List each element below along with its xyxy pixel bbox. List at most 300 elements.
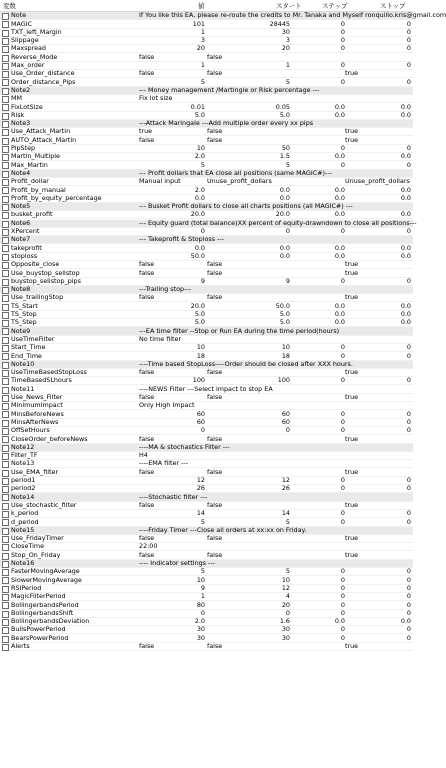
optimize-checkbox[interactable] [2, 586, 9, 593]
table-row[interactable] [0, 236, 413, 244]
table-row[interactable] [0, 244, 413, 252]
parameter-stop[interactable]: 0.0 [400, 210, 411, 219]
parameter-start[interactable]: 14 [281, 509, 290, 518]
parameter-step[interactable]: 0 [340, 44, 345, 53]
optimize-checkbox[interactable] [2, 486, 9, 493]
parameter-start[interactable]: 5.0 [279, 318, 290, 327]
parameter-step[interactable]: 0 [340, 476, 345, 485]
parameter-value[interactable]: --- Profit dollars that EA close all positions (same MAGIC#)--- [139, 168, 332, 177]
parameter-stop[interactable]: true [345, 368, 359, 377]
optimize-checkbox[interactable] [2, 295, 9, 302]
table-row[interactable] [0, 444, 413, 452]
parameter-start[interactable]: 60 [281, 417, 290, 426]
table-row[interactable] [0, 294, 413, 302]
parameter-step[interactable]: 0 [340, 608, 345, 617]
parameter-start[interactable]: 60 [281, 409, 290, 418]
optimize-checkbox[interactable] [2, 528, 9, 535]
parameter-stop[interactable]: true [345, 69, 359, 78]
parameter-step[interactable]: 0 [340, 376, 345, 385]
optimize-checkbox[interactable] [2, 577, 9, 584]
parameter-step[interactable]: 0 [340, 19, 345, 28]
parameter-value[interactable]: 20.0 [190, 210, 205, 219]
parameter-value[interactable]: false [139, 500, 155, 509]
parameter-start[interactable]: 1.5 [279, 152, 290, 161]
parameter-stop[interactable]: 0.0 [400, 318, 411, 327]
parameter-start[interactable]: 0 [285, 227, 290, 236]
parameter-stop[interactable]: 0.0 [400, 152, 411, 161]
optimize-checkbox[interactable] [2, 254, 9, 261]
optimize-checkbox[interactable] [2, 619, 9, 626]
table-row[interactable] [0, 103, 413, 111]
optimize-checkbox[interactable] [2, 138, 9, 145]
parameter-value[interactable]: false [139, 268, 155, 277]
table-row[interactable] [0, 452, 413, 460]
parameter-start[interactable]: false [207, 293, 223, 302]
parameter-stop[interactable]: 0 [406, 376, 411, 385]
parameter-stop[interactable]: 0 [406, 409, 411, 418]
parameter-step[interactable]: 0.0 [334, 617, 345, 626]
table-row[interactable] [0, 203, 413, 211]
parameter-start[interactable]: 5 [285, 77, 290, 86]
optimize-checkbox[interactable] [2, 428, 9, 435]
parameter-step[interactable]: 0 [340, 227, 345, 236]
parameter-step[interactable]: 0 [340, 583, 345, 592]
parameter-value[interactable]: 80 [196, 600, 205, 609]
parameter-stop[interactable]: 0.0 [400, 185, 411, 194]
parameter-value[interactable]: 9 [200, 583, 205, 592]
parameter-start[interactable]: 0.0 [279, 193, 290, 202]
optimize-checkbox[interactable] [2, 544, 9, 551]
optimize-checkbox[interactable] [2, 553, 9, 560]
table-row[interactable] [0, 87, 413, 95]
parameter-value[interactable]: 5.0 [194, 110, 205, 119]
parameter-stop[interactable]: 0.0 [400, 243, 411, 252]
optimize-checkbox[interactable] [2, 88, 9, 95]
parameter-start[interactable]: false [207, 393, 223, 402]
optimize-checkbox[interactable] [2, 204, 9, 211]
parameter-stop[interactable]: 0 [406, 77, 411, 86]
optimize-checkbox[interactable] [2, 312, 9, 319]
parameter-value[interactable]: ----NEWS Filter ---Select impact to stop EA [139, 384, 273, 393]
parameter-value[interactable]: 2.0 [194, 617, 205, 626]
parameter-step[interactable]: 0.0 [334, 310, 345, 319]
optimize-checkbox[interactable] [2, 245, 9, 252]
parameter-value[interactable]: H4 [139, 451, 148, 460]
table-row[interactable] [0, 54, 413, 62]
parameter-value[interactable]: --- Equity guard (total balance)XX percent of equity-drawndown to close all positions--- [139, 218, 417, 227]
optimize-checkbox[interactable] [2, 196, 9, 203]
parameter-value[interactable]: 30 [196, 625, 205, 634]
parameter-start[interactable]: 0.05 [275, 102, 290, 111]
optimize-checkbox[interactable] [2, 470, 9, 477]
parameter-value[interactable]: 5.0 [194, 310, 205, 319]
optimize-checkbox[interactable] [2, 121, 9, 128]
parameter-stop[interactable]: true [345, 268, 359, 277]
parameter-stop[interactable]: 0 [406, 426, 411, 435]
parameter-stop[interactable]: true [345, 260, 359, 269]
parameter-stop[interactable]: true [345, 393, 359, 402]
parameter-step[interactable]: 0 [340, 351, 345, 360]
optimize-checkbox[interactable] [2, 270, 9, 277]
parameter-start[interactable]: 50 [281, 144, 290, 153]
parameter-value[interactable]: 0 [200, 426, 205, 435]
parameter-stop[interactable]: true [345, 135, 359, 144]
parameter-start[interactable]: false [207, 534, 223, 543]
parameter-start[interactable]: 9 [285, 276, 290, 285]
parameter-value[interactable]: 0 [200, 227, 205, 236]
parameter-value[interactable]: 60 [196, 417, 205, 426]
parameter-value[interactable]: false [139, 467, 155, 476]
parameter-value[interactable]: ---Attack Maringale ---Add multiple order every xx pips [139, 119, 314, 128]
parameter-step[interactable]: 0 [340, 625, 345, 634]
parameter-step[interactable]: 0 [340, 509, 345, 518]
parameter-step[interactable]: 0 [340, 484, 345, 493]
parameter-step[interactable]: 0.0 [334, 251, 345, 260]
parameter-step[interactable]: 0 [340, 633, 345, 642]
parameter-value[interactable]: ---Trailing stop--- [139, 285, 192, 294]
optimize-checkbox[interactable] [2, 611, 9, 618]
parameter-stop[interactable]: 0 [406, 509, 411, 518]
parameter-step[interactable]: 0 [340, 160, 345, 169]
parameter-start[interactable]: false [207, 52, 223, 61]
parameter-step[interactable]: 0 [340, 77, 345, 86]
table-row[interactable] [0, 95, 413, 103]
optimize-checkbox[interactable] [2, 536, 9, 543]
parameter-start[interactable]: 0.0 [279, 185, 290, 194]
parameter-stop[interactable]: 0 [406, 484, 411, 493]
parameter-start[interactable]: false [207, 135, 223, 144]
parameter-stop[interactable]: 0 [406, 625, 411, 634]
parameter-step[interactable]: 0.0 [334, 102, 345, 111]
optimize-checkbox[interactable] [2, 345, 9, 352]
parameter-stop[interactable]: 0.0 [400, 110, 411, 119]
parameter-stop[interactable]: true [345, 127, 359, 136]
parameter-value[interactable]: ----MA & stochastics Filter --- [139, 442, 230, 451]
parameter-stop[interactable]: 0 [406, 600, 411, 609]
parameter-value[interactable]: --- Takeprofit & Stoploss --- [139, 235, 224, 244]
table-row[interactable] [0, 218, 417, 228]
table-row[interactable] [0, 303, 413, 311]
parameter-value[interactable]: 60 [196, 409, 205, 418]
optimize-checkbox[interactable] [2, 411, 9, 418]
parameter-value[interactable]: No time filter [139, 334, 182, 343]
parameter-start[interactable]: 20.0 [275, 210, 290, 219]
parameter-stop[interactable]: 0 [406, 144, 411, 153]
parameter-value[interactable]: 5 [200, 77, 205, 86]
parameter-stop[interactable]: 0 [406, 19, 411, 28]
parameter-value[interactable]: 20.0 [190, 301, 205, 310]
parameter-start[interactable]: 10 [281, 575, 290, 584]
parameter-start[interactable]: 30 [281, 27, 290, 36]
parameter-start[interactable]: 4 [285, 592, 290, 601]
parameter-value[interactable]: 10 [196, 575, 205, 584]
parameter-stop[interactable]: 0 [406, 567, 411, 576]
table-row[interactable] [0, 643, 413, 651]
optimize-checkbox[interactable] [2, 237, 9, 244]
header-value[interactable]: 値 [198, 2, 205, 10]
optimize-checkbox[interactable] [2, 420, 9, 427]
optimize-checkbox[interactable] [2, 46, 9, 53]
parameter-value[interactable]: 0.0 [194, 193, 205, 202]
parameter-start[interactable]: false [207, 127, 223, 136]
parameter-step[interactable]: 0 [340, 276, 345, 285]
parameter-start[interactable]: 0.0 [279, 243, 290, 252]
optimize-checkbox[interactable] [2, 30, 9, 37]
optimize-checkbox[interactable] [2, 320, 9, 327]
optimize-checkbox[interactable] [2, 627, 9, 634]
parameter-value[interactable]: 18 [196, 351, 205, 360]
parameter-stop[interactable]: 0 [406, 583, 411, 592]
optimize-checkbox[interactable] [2, 636, 9, 643]
optimize-checkbox[interactable] [2, 162, 9, 169]
parameter-value[interactable]: false [139, 368, 155, 377]
header-start[interactable]: スタート [276, 2, 302, 10]
parameter-step[interactable]: 0.0 [334, 210, 345, 219]
parameter-step[interactable]: 0 [340, 417, 345, 426]
parameter-start[interactable]: false [207, 69, 223, 78]
parameter-value[interactable]: false [139, 393, 155, 402]
optimize-checkbox[interactable] [2, 503, 9, 510]
parameter-start[interactable]: false [207, 268, 223, 277]
parameter-stop[interactable]: 0.0 [400, 102, 411, 111]
parameter-value[interactable]: false [139, 260, 155, 269]
optimize-checkbox[interactable] [2, 602, 9, 609]
parameter-start[interactable]: 1 [285, 61, 290, 70]
parameter-value[interactable]: 30 [196, 633, 205, 642]
optimize-checkbox[interactable] [2, 38, 9, 45]
parameter-stop[interactable]: 0 [406, 417, 411, 426]
parameter-start[interactable]: 0 [285, 608, 290, 617]
parameter-stop[interactable]: 0 [406, 633, 411, 642]
parameter-step[interactable]: 0 [340, 343, 345, 352]
table-row[interactable] [0, 510, 413, 518]
parameter-step[interactable]: 0 [340, 409, 345, 418]
parameter-value[interactable]: 1 [200, 61, 205, 70]
optimize-checkbox[interactable] [2, 569, 9, 576]
optimize-checkbox[interactable] [2, 113, 9, 120]
optimize-checkbox[interactable] [2, 221, 9, 228]
parameter-value[interactable]: 50.0 [190, 251, 205, 260]
optimize-checkbox[interactable] [2, 494, 9, 501]
parameter-stop[interactable]: true [345, 500, 359, 509]
parameter-value[interactable]: ----Stochastic filter --- [139, 492, 208, 501]
optimize-checkbox[interactable] [2, 71, 9, 78]
parameter-value[interactable]: 10 [196, 343, 205, 352]
parameter-value[interactable]: false [139, 534, 155, 543]
optimize-checkbox[interactable] [2, 304, 9, 311]
parameter-value[interactable]: false [139, 434, 155, 443]
parameter-value[interactable]: 3 [200, 36, 205, 45]
parameter-start[interactable]: 12 [281, 476, 290, 485]
parameter-step[interactable]: 0.0 [334, 318, 345, 327]
optimize-checkbox[interactable] [2, 146, 9, 153]
optimize-checkbox[interactable] [2, 519, 9, 526]
parameter-stop[interactable]: 0 [406, 476, 411, 485]
parameter-value[interactable]: --- Busket Profit dollars to close all charts positions (all MAGIC#) --- [139, 202, 353, 211]
parameter-value[interactable]: Manual input [139, 177, 181, 186]
parameter-start[interactable]: false [207, 260, 223, 269]
parameter-stop[interactable]: 0 [406, 27, 411, 36]
parameter-stop[interactable]: 0 [406, 343, 411, 352]
parameter-value[interactable]: 2.0 [194, 185, 205, 194]
optimize-checkbox[interactable] [2, 362, 9, 369]
parameter-value[interactable]: 26 [196, 484, 205, 493]
parameter-stop[interactable]: true [345, 642, 359, 651]
parameter-start[interactable]: 20 [281, 44, 290, 53]
table-row[interactable] [0, 344, 413, 352]
optimize-checkbox[interactable] [2, 55, 9, 62]
parameter-start[interactable]: false [207, 368, 223, 377]
optimize-checkbox[interactable] [2, 212, 9, 219]
parameter-value[interactable]: 12 [196, 476, 205, 485]
parameter-value[interactable]: 0.0 [194, 243, 205, 252]
parameter-start[interactable]: 5 [285, 517, 290, 526]
parameter-value[interactable]: 22:00 [139, 542, 158, 551]
parameter-step[interactable]: 0 [340, 27, 345, 36]
optimize-checkbox[interactable] [2, 63, 9, 70]
parameter-stop[interactable]: 0.0 [400, 193, 411, 202]
parameter-value[interactable]: 10 [196, 144, 205, 153]
parameter-start[interactable]: 10 [281, 343, 290, 352]
optimize-checkbox[interactable] [2, 262, 9, 269]
parameter-step[interactable]: 0.0 [334, 110, 345, 119]
parameter-step[interactable]: 0.0 [334, 193, 345, 202]
table-row[interactable] [0, 145, 413, 153]
parameter-start[interactable]: 50.0 [275, 301, 290, 310]
parameter-stop[interactable]: 0 [406, 608, 411, 617]
parameter-step[interactable]: 0 [340, 61, 345, 70]
parameter-stop[interactable]: true [345, 534, 359, 543]
table-row[interactable] [0, 477, 413, 485]
table-row[interactable] [0, 576, 413, 584]
header-stop[interactable]: ストップ [380, 2, 406, 10]
parameter-start[interactable]: 0.0 [279, 251, 290, 260]
table-row[interactable] [0, 336, 413, 344]
parameter-stop[interactable]: 0 [406, 227, 411, 236]
table-row[interactable] [0, 469, 413, 477]
parameter-stop[interactable]: Unuse_profit_dollars [345, 177, 410, 186]
parameter-step[interactable]: 0 [340, 426, 345, 435]
parameter-value[interactable]: 100 [192, 376, 205, 385]
table-row[interactable] [0, 535, 413, 543]
parameter-start[interactable]: 18 [281, 351, 290, 360]
header-variable[interactable]: 変数 [3, 2, 16, 10]
parameter-step[interactable]: 0 [340, 600, 345, 609]
parameter-value[interactable]: 1 [200, 27, 205, 36]
parameter-step[interactable]: 0.0 [334, 243, 345, 252]
parameter-value[interactable]: false [139, 550, 155, 559]
parameter-value[interactable]: ---- Indicator settings --- [139, 559, 215, 568]
parameter-value[interactable]: 5.0 [194, 318, 205, 327]
table-row[interactable] [0, 419, 413, 427]
parameter-value[interactable]: false [139, 293, 155, 302]
parameter-value[interactable]: 9 [200, 276, 205, 285]
optimize-checkbox[interactable] [2, 229, 9, 236]
parameter-start[interactable]: 26 [281, 484, 290, 493]
parameter-value[interactable]: --- Money management /Martingle or Risk percentage --- [139, 85, 320, 94]
parameter-value[interactable]: 0 [200, 608, 205, 617]
optimize-checkbox[interactable] [2, 403, 9, 410]
parameter-value[interactable]: ----Time based StopLoss----Order should be closed after XXX hours. [139, 359, 353, 368]
parameter-start[interactable]: false [207, 434, 223, 443]
header-step[interactable]: ステップ [322, 2, 348, 10]
optimize-checkbox[interactable] [2, 187, 9, 194]
table-row[interactable] [0, 11, 446, 20]
parameter-start[interactable]: 5 [285, 160, 290, 169]
parameter-start[interactable]: false [207, 467, 223, 476]
parameter-start[interactable]: 0 [285, 426, 290, 435]
optimize-checkbox[interactable] [2, 279, 9, 286]
parameter-start[interactable]: false [207, 550, 223, 559]
optimize-checkbox[interactable] [2, 179, 9, 186]
optimize-checkbox[interactable] [2, 129, 9, 136]
optimize-checkbox[interactable] [2, 378, 9, 385]
parameter-value[interactable]: 14 [196, 509, 205, 518]
parameter-stop[interactable]: 0 [406, 160, 411, 169]
optimize-checkbox[interactable] [2, 353, 9, 360]
table-row[interactable] [0, 327, 413, 335]
parameter-stop[interactable]: 0 [406, 351, 411, 360]
parameter-start[interactable]: 1.6 [279, 617, 290, 626]
table-row[interactable] [0, 29, 413, 37]
parameter-value[interactable]: false [139, 52, 155, 61]
optimize-checkbox[interactable] [2, 104, 9, 111]
parameter-step[interactable]: 0 [340, 36, 345, 45]
parameter-value[interactable]: 20 [196, 44, 205, 53]
parameter-value[interactable]: If You like this EA, please re-route the credits to Mr. Tanaka and Myself ronquillo.kris@gmail.com [139, 11, 446, 20]
optimize-checkbox[interactable] [2, 461, 9, 468]
parameter-value[interactable]: Fix lot size [139, 94, 173, 103]
optimize-checkbox[interactable] [2, 13, 9, 20]
parameter-stop[interactable]: 0.0 [400, 301, 411, 310]
parameter-start[interactable]: 3 [285, 36, 290, 45]
optimize-checkbox[interactable] [2, 79, 9, 86]
optimize-checkbox[interactable] [2, 644, 9, 651]
parameter-value[interactable]: ---EA time filter --Stop or Run EA during the time period(hours) [139, 326, 340, 335]
parameter-step[interactable]: 0.0 [334, 301, 345, 310]
parameter-value[interactable]: Only High Impact [139, 401, 195, 410]
parameter-stop[interactable]: true [345, 550, 359, 559]
table-row[interactable] [0, 410, 413, 418]
parameter-value[interactable]: 5 [200, 160, 205, 169]
table-row[interactable] [0, 278, 413, 286]
parameter-stop[interactable]: true [345, 293, 359, 302]
parameter-step[interactable]: 0.0 [334, 152, 345, 161]
optimize-checkbox[interactable] [2, 287, 9, 294]
parameter-value[interactable]: false [139, 69, 155, 78]
parameter-start[interactable]: 28445 [269, 19, 290, 28]
optimize-checkbox[interactable] [2, 370, 9, 377]
optimize-checkbox[interactable] [2, 171, 9, 178]
parameter-step[interactable]: 0 [340, 575, 345, 584]
parameter-start[interactable]: 20 [281, 600, 290, 609]
optimize-checkbox[interactable] [2, 337, 9, 344]
parameter-stop[interactable]: 0 [406, 575, 411, 584]
parameter-stop[interactable]: true [345, 434, 359, 443]
parameter-start[interactable]: 30 [281, 633, 290, 642]
parameter-value[interactable]: ----EMA filter --- [139, 459, 188, 468]
parameter-stop[interactable]: 0 [406, 592, 411, 601]
parameter-value[interactable]: 2.0 [194, 152, 205, 161]
table-row[interactable] [0, 502, 413, 510]
parameter-start[interactable]: 5.0 [279, 110, 290, 119]
optimize-checkbox[interactable] [2, 561, 9, 568]
parameter-step[interactable]: 0 [340, 517, 345, 526]
parameter-start[interactable]: Unuse_profit_dollars [207, 177, 272, 186]
parameter-start[interactable]: false [207, 500, 223, 509]
parameter-start[interactable]: false [207, 642, 223, 651]
optimize-checkbox[interactable] [2, 395, 9, 402]
